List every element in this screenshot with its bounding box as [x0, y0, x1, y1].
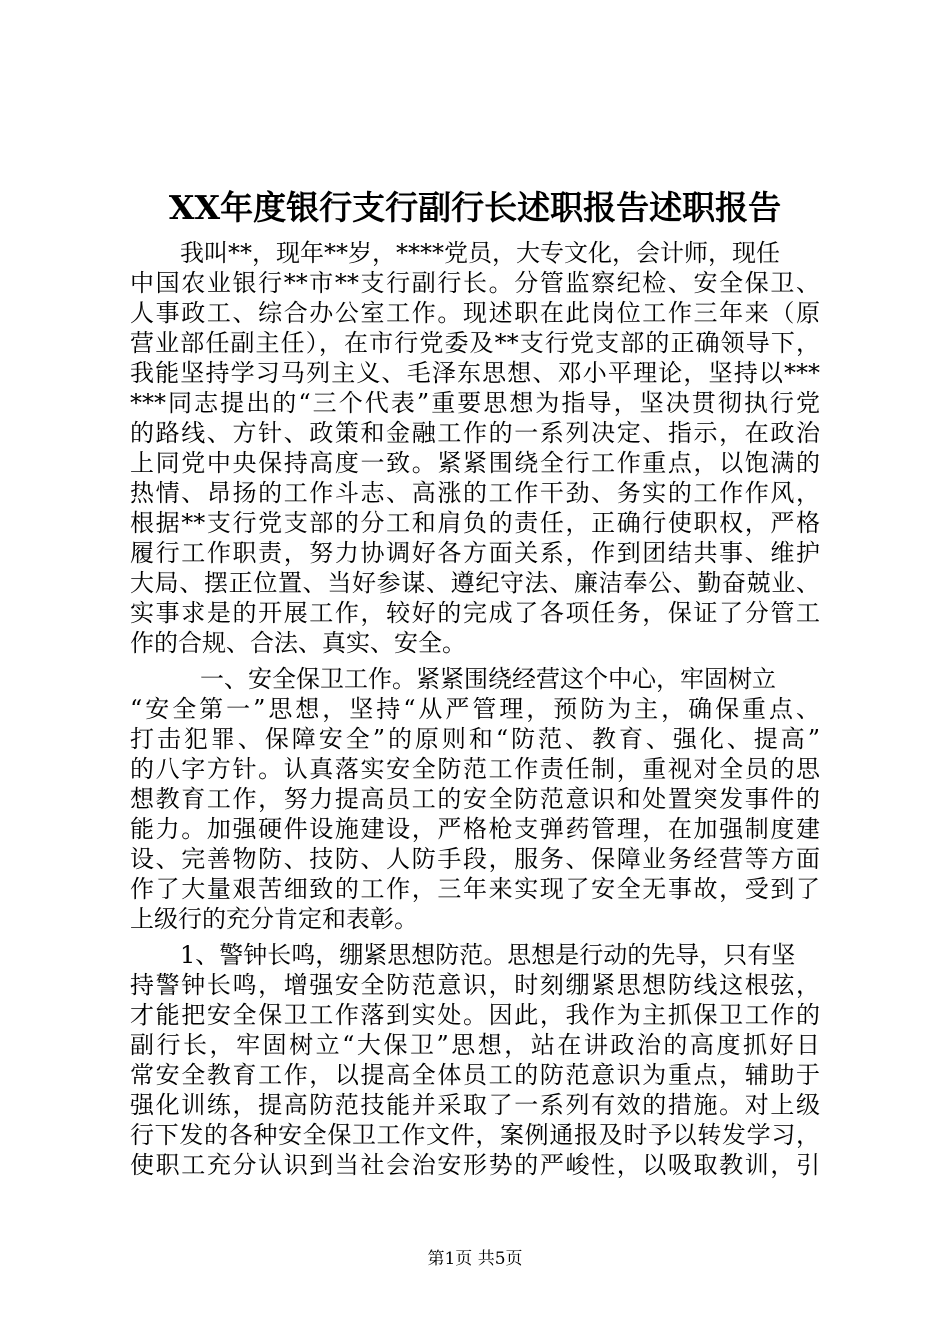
body-line: 作了大量艰苦细致的工作，三年来实现了安全无事故，受到了 [130, 875, 820, 903]
body-line: 营业部任副主任），在市行党委及**支行党支部的正确领导下， [130, 329, 820, 357]
body-line: 作的合规、合法、真实、安全。 [130, 629, 466, 657]
section-heading-line: 一、安全保卫工作。紧紧围绕经营这个中心，牢固树立 [200, 665, 776, 693]
body-line: 常安全教育工作，以提高全体员工的防范意识为重点，辅助于 [130, 1061, 820, 1089]
subsection-heading-line: 1、警钟长鸣，绷紧思想防范。思想是行动的先导，只有坚 [180, 941, 796, 969]
body-line: 持警钟长鸣，增强安全防范意识，时刻绷紧思想防线这根弦， [130, 971, 820, 999]
body-line: 中国农业银行**市**支行副行长。分管监察纪检、安全保卫、 [130, 269, 820, 297]
body-line: 打击犯罪、保障安全”的原则和“防范、教育、强化、提高” [130, 725, 820, 753]
body-line: 强化训练，提高防范技能并采取了一系列有效的措施。对上级 [130, 1091, 820, 1119]
body-line: 能力。加强硬件设施建设，严格枪支弹药管理，在加强制度建 [130, 815, 820, 843]
body-line: ***同志提出的“三个代表”重要思想为指导，坚决贯彻执行党 [130, 389, 820, 417]
body-line: 使职工充分认识到当社会治安形势的严峻性，以吸取教训，引 [130, 1151, 820, 1179]
body-line: 大局、摆正位置、当好参谋、遵纪守法、廉洁奉公、勤奋兢业、 [130, 569, 820, 597]
page-number-footer: 第1页 共5页 [427, 1249, 523, 1269]
body-line: 的八字方针。认真落实安全防范工作责任制，重视对全员的思 [130, 755, 820, 783]
body-line: 实事求是的开展工作，较好的完成了各项任务，保证了分管工 [130, 599, 820, 627]
body-line: 上同党中央保持高度一致。紧紧围绕全行工作重点，以饱满的 [130, 449, 820, 477]
body-line: 才能把安全保卫工作落到实处。因此，我作为主抓保卫工作的 [130, 1001, 820, 1029]
body-line: 人事政工、综合办公室工作。现述职在此岗位工作三年来（原 [130, 299, 820, 327]
body-line: 热情、昂扬的工作斗志、高涨的工作干劲、务实的工作作风， [130, 479, 820, 507]
body-line: 副行长，牢固树立“大保卫”思想，站在讲政治的高度抓好日 [130, 1031, 820, 1059]
document-title: XX年度银行支行副行长述职报告述职报告 [168, 188, 782, 227]
body-line: 设、完善物防、技防、人防手段，服务、保障业务经营等方面 [130, 845, 820, 873]
body-line: 行下发的各种安全保卫工作文件，案例通报及时予以转发学习， [130, 1121, 820, 1149]
body-line: 我能坚持学习马列主义、毛泽东思想、邓小平理论，坚持以*** [130, 359, 820, 387]
body-line: 上级行的充分肯定和表彰。 [130, 905, 418, 933]
body-line: 的路线、方针、政策和金融工作的一系列决定、指示，在政治 [130, 419, 820, 447]
body-line: 根据**支行党支部的分工和肩负的责任，正确行使职权，严格 [130, 509, 820, 537]
body-line: 我叫**，现年**岁，****党员，大专文化，会计师，现任 [180, 239, 780, 267]
body-line: 履行工作职责，努力协调好各方面关系，作到团结共事、维护 [130, 539, 820, 567]
body-line: 想教育工作，努力提高员工的安全防范意识和处置突发事件的 [130, 785, 820, 813]
body-line: “安全第一”思想，坚持“从严管理，预防为主，确保重点、 [130, 695, 820, 723]
